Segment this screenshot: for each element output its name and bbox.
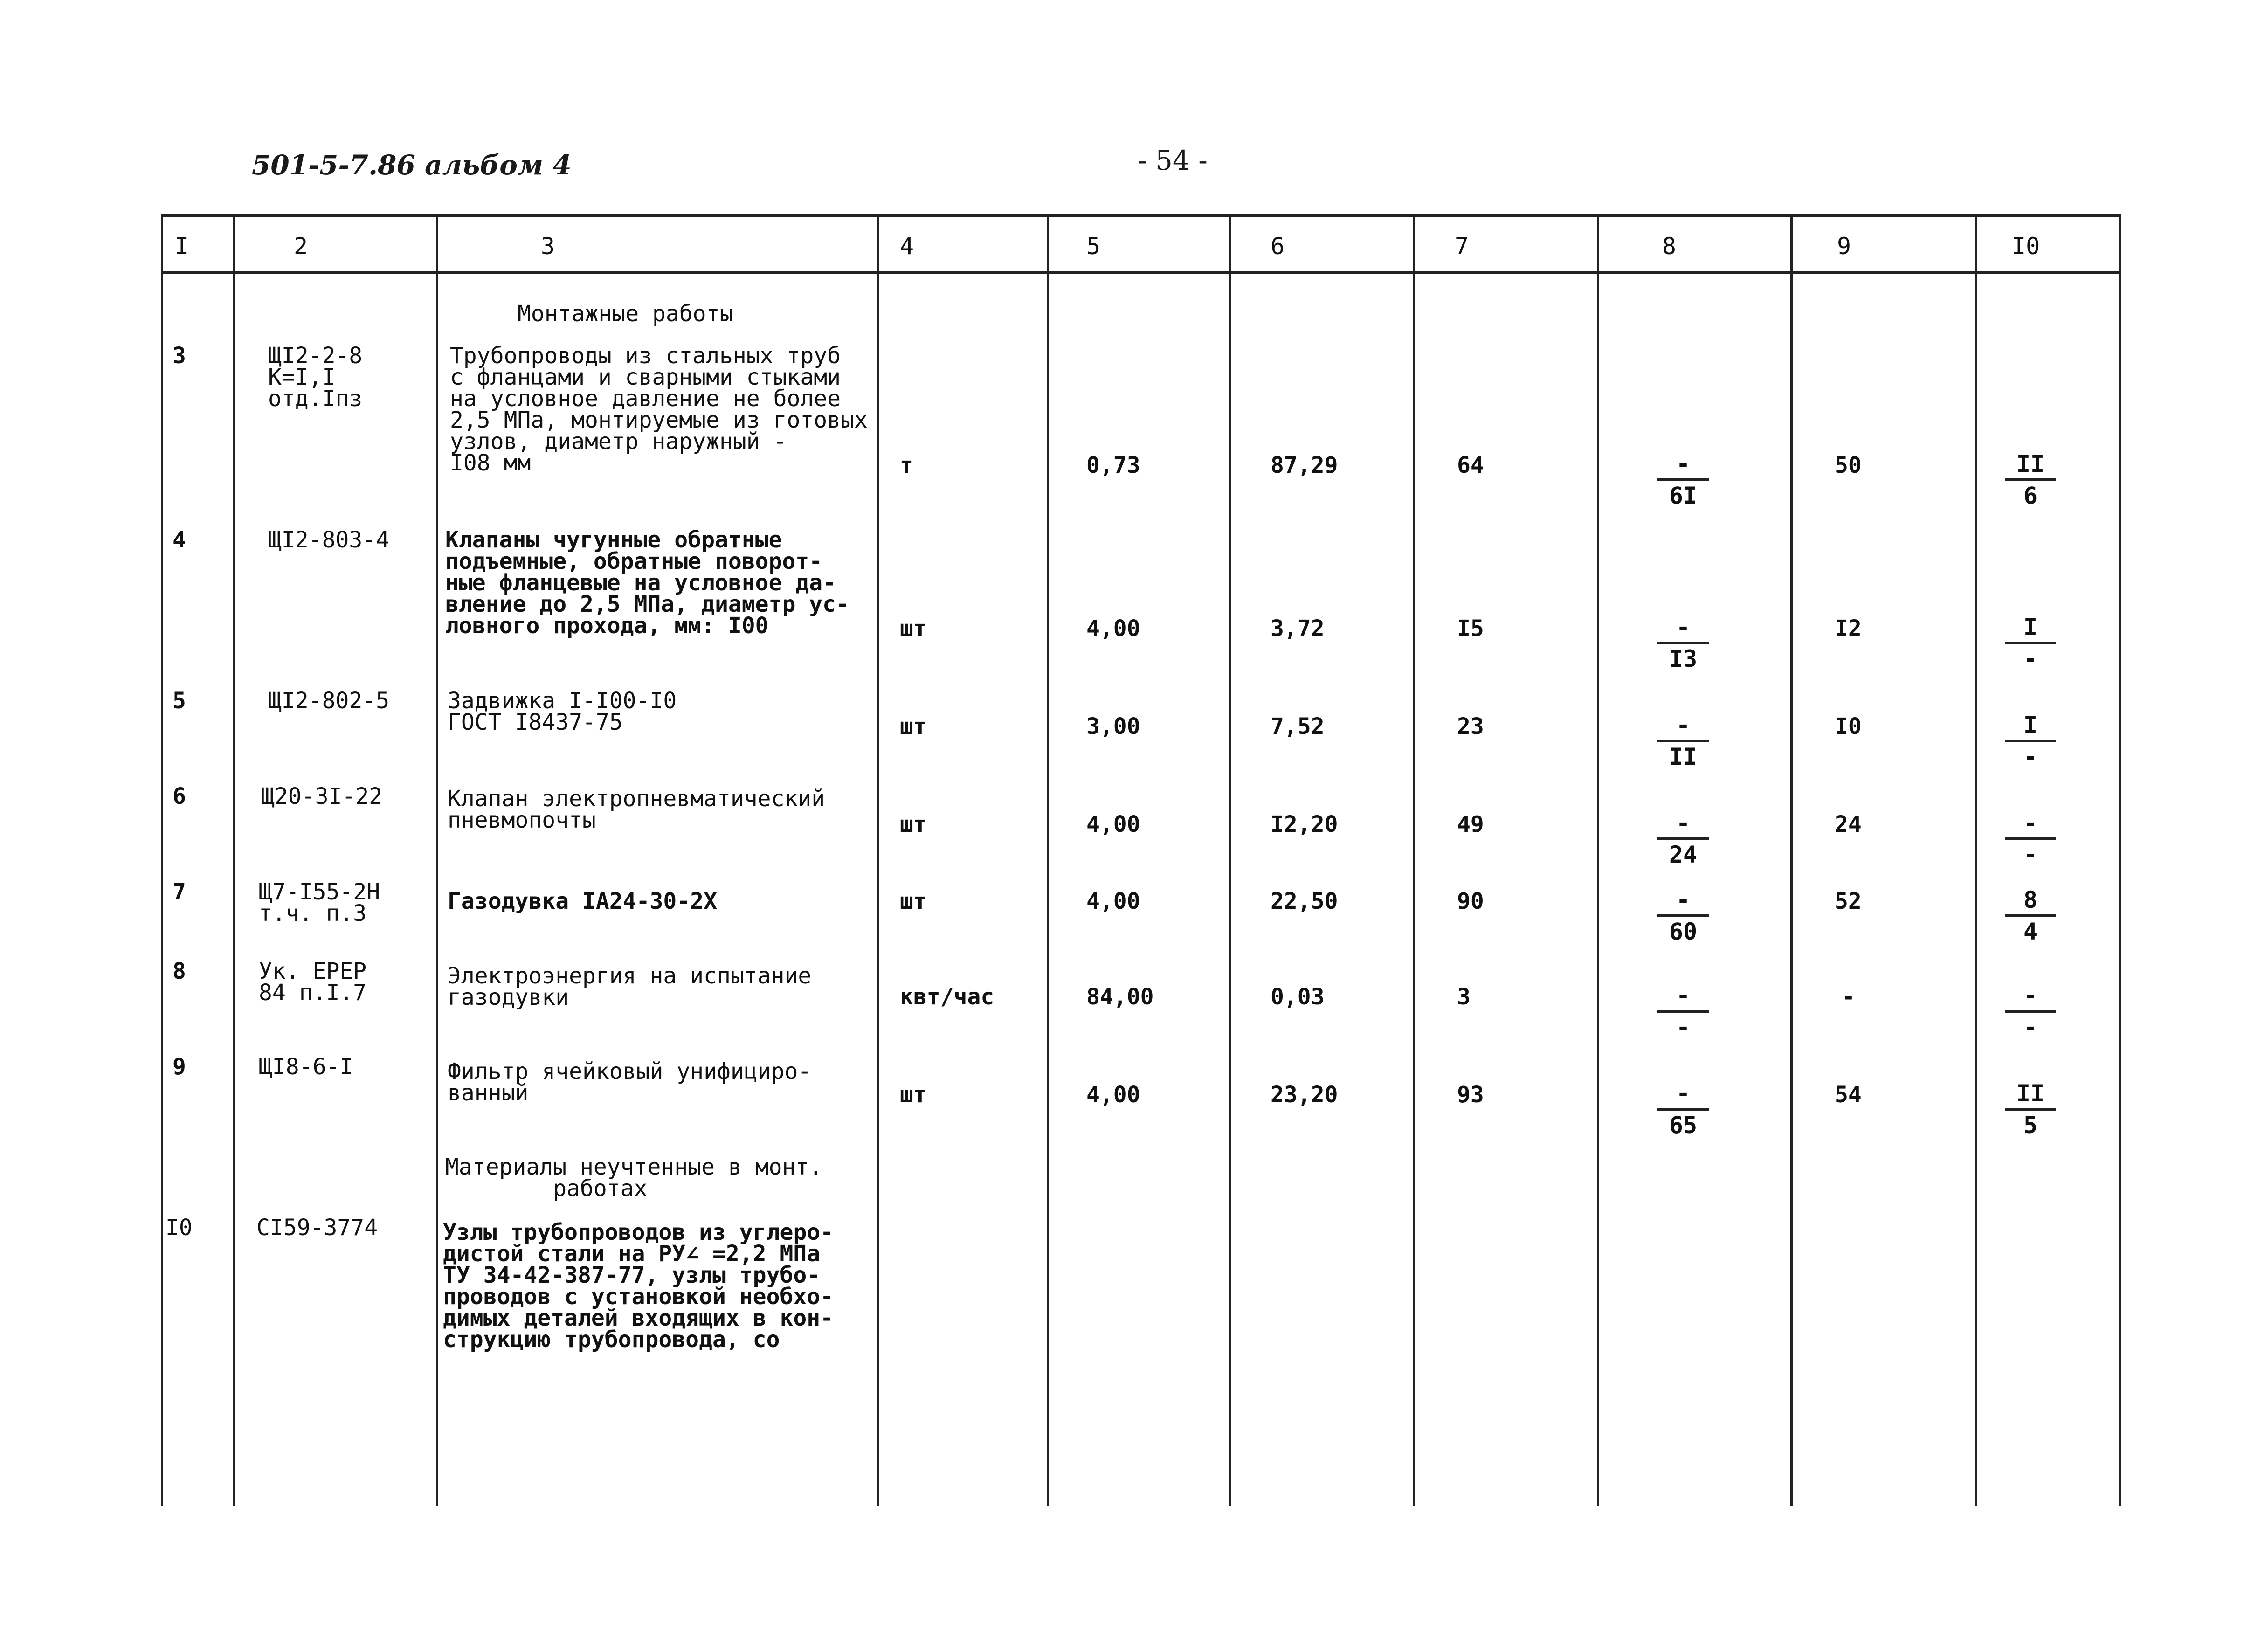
fraction-numerator: I (2005, 713, 2056, 742)
col10-fraction (2005, 1082, 2056, 1137)
row-price: 7,52 (1271, 713, 1325, 740)
row-number: 7 (173, 879, 186, 905)
fraction-denominator: 6 (2023, 482, 2038, 509)
fraction-denominator: 5 (2023, 1112, 2038, 1139)
fraction-denominator: - (2023, 1014, 2038, 1041)
table-top-border (163, 214, 2121, 217)
fraction-numerator: - (2005, 811, 2056, 840)
column-divider (877, 214, 879, 1506)
row-quantity: 0,73 (1086, 452, 1140, 478)
row-number: 4 (173, 527, 186, 553)
fraction-denominator: 60 (1669, 918, 1698, 945)
row-code: ЩI2-802-5 (268, 688, 390, 714)
fraction-numerator: - (1657, 888, 1709, 917)
row-col9: I2 (1835, 615, 1862, 642)
row-price: 0,03 (1271, 984, 1325, 1010)
col10-fraction (2005, 811, 2056, 866)
row-quantity: 4,00 (1086, 811, 1140, 837)
column-divider (2119, 214, 2121, 1506)
column-header: I (175, 233, 189, 260)
row-total: 93 (1457, 1082, 1484, 1108)
col8-fraction (1657, 984, 1709, 1039)
col10-fraction (2005, 615, 2056, 670)
fraction-numerator: I (2005, 615, 2056, 644)
row-code: Щ7-I55-2Н т.ч. п.3 (259, 879, 380, 926)
row-number: 3 (173, 343, 186, 369)
column-divider (233, 214, 235, 1506)
fraction-numerator: II (2005, 1082, 2056, 1111)
col10-fraction (2005, 888, 2056, 943)
row-number: 6 (173, 783, 186, 809)
row-code: ЩI2-803-4 (268, 527, 390, 553)
row-unit: т (900, 452, 913, 478)
row-unit: шт (900, 1082, 927, 1108)
col10-fraction (2005, 452, 2056, 507)
column-divider (1047, 214, 1049, 1506)
column-divider (436, 214, 438, 1506)
column-divider (1229, 214, 1231, 1506)
column-divider (161, 214, 163, 1506)
row-price: I2,20 (1271, 811, 1338, 837)
column-header: 2 (294, 233, 308, 260)
fraction-denominator: II (1669, 743, 1698, 770)
col8-fraction (1657, 811, 1709, 866)
row-col9: 52 (1835, 888, 1862, 914)
row-quantity: 3,00 (1086, 713, 1140, 740)
fraction-numerator: - (1657, 713, 1709, 742)
col8-fraction (1657, 615, 1709, 670)
column-header: 4 (900, 233, 914, 260)
col10-fraction (2005, 984, 2056, 1039)
section-heading: Монтажные работы (518, 301, 733, 327)
row-number: 5 (173, 688, 186, 714)
row-col9: - (1842, 984, 1855, 1010)
column-header: 8 (1662, 233, 1677, 260)
row-quantity: 84,00 (1086, 984, 1154, 1010)
column-divider (1790, 214, 1793, 1506)
header-bottom-border (163, 271, 2121, 274)
col10-fraction (2005, 713, 2056, 768)
row-description: Электроэнергия на испытание газодувки (448, 963, 812, 1010)
row-price: 22,50 (1271, 888, 1338, 914)
section-heading: Материалы неучтенные в монт. работах (445, 1154, 823, 1202)
row-number: 9 (173, 1054, 186, 1080)
column-header: 3 (541, 233, 555, 260)
row-number: 8 (173, 958, 186, 984)
fraction-denominator: - (2023, 841, 2038, 868)
row-description: Газодувка IА24-30-2Х (448, 888, 717, 914)
fraction-numerator: - (2005, 984, 2056, 1013)
row-unit: шт (900, 888, 927, 914)
document-code: 501-5-7.86 альбом 4 (252, 149, 572, 181)
row-code: Ук. ЕРЕР 84 п.I.7 (259, 958, 367, 1006)
column-header: 6 (1271, 233, 1285, 260)
row-total: 23 (1457, 713, 1484, 740)
fraction-numerator: - (1657, 615, 1709, 644)
row-number: I0 (166, 1215, 193, 1241)
row-quantity: 4,00 (1086, 888, 1140, 914)
row-quantity: 4,00 (1086, 1082, 1140, 1108)
row-quantity: 4,00 (1086, 615, 1140, 642)
fraction-numerator: - (1657, 984, 1709, 1013)
column-divider (1597, 214, 1599, 1506)
row-price: 3,72 (1271, 615, 1325, 642)
row-code: СI59-3774 (256, 1215, 378, 1241)
row-total: I5 (1457, 615, 1484, 642)
fraction-denominator: - (2023, 743, 2038, 770)
col8-fraction (1657, 888, 1709, 943)
fraction-denominator: - (1676, 1014, 1691, 1041)
column-header: 7 (1455, 233, 1469, 260)
row-code: ЩI2-2-8 К=I,I отд.Iпз (268, 343, 363, 412)
row-description: Клапан электропневматический пневмопочты (448, 786, 825, 833)
row-unit: шт (900, 811, 927, 837)
row-col9: 24 (1835, 811, 1862, 837)
row-unit: шт (900, 713, 927, 740)
fraction-numerator: II (2005, 452, 2056, 481)
row-unit: квт/час (900, 984, 994, 1010)
row-price: 87,29 (1271, 452, 1338, 478)
page-number: - 54 - (1138, 145, 1208, 176)
fraction-denominator: 6I (1669, 482, 1698, 509)
column-header: I0 (2012, 233, 2040, 260)
row-col9: 50 (1835, 452, 1862, 478)
row-col9: 54 (1835, 1082, 1862, 1108)
fraction-numerator: - (1657, 1082, 1709, 1111)
row-code: ЩI8-6-I (259, 1054, 353, 1080)
row-col9: I0 (1835, 713, 1862, 740)
fraction-numerator: 8 (2005, 888, 2056, 917)
fraction-numerator: - (1657, 452, 1709, 481)
col8-fraction (1657, 452, 1709, 507)
column-divider (1975, 214, 1977, 1506)
row-description: Задвижка I-I00-I0 ГОСТ I8437-75 (448, 688, 677, 735)
col8-fraction (1657, 1082, 1709, 1137)
row-description: Узлы трубопроводов из углеро- дистой стали на РУ∠ =2,2 МПа ТУ 34-42-387-77, узлы трубо- проводов с установкой необхо- димых деталей входящих в кон- струкцию трубопровода, со (443, 1219, 834, 1353)
row-description: Клапаны чугунные обратные подъемные, обратные поворот- ные фланцевые на условное да- вление до 2,5 МПа, диаметр ус- ловного прохода, мм: I00 (445, 527, 849, 639)
column-divider (1413, 214, 1415, 1506)
column-header: 5 (1086, 233, 1101, 260)
fraction-denominator: - (2023, 645, 2038, 672)
row-description: Фильтр ячейковый унифициро- ванный (448, 1058, 812, 1106)
fraction-denominator: 24 (1669, 841, 1698, 868)
row-unit: шт (900, 615, 927, 642)
fraction-denominator: 4 (2023, 918, 2038, 945)
row-total: 49 (1457, 811, 1484, 837)
fraction-denominator: I3 (1669, 645, 1698, 672)
col8-fraction (1657, 713, 1709, 768)
column-header: 9 (1837, 233, 1851, 260)
row-total: 3 (1457, 984, 1471, 1010)
row-code: Щ20-3I-22 (261, 783, 383, 809)
row-total: 64 (1457, 452, 1484, 478)
row-description: Трубопроводы из стальных труб с фланцами и сварными стыками на условное давление не более 2,5 МПа, монтируемые из готовых узлов, диаметр наружный - I08 мм (450, 343, 868, 476)
row-price: 23,20 (1271, 1082, 1338, 1108)
row-total: 90 (1457, 888, 1484, 914)
fraction-numerator: - (1657, 811, 1709, 840)
fraction-denominator: 65 (1669, 1112, 1698, 1139)
